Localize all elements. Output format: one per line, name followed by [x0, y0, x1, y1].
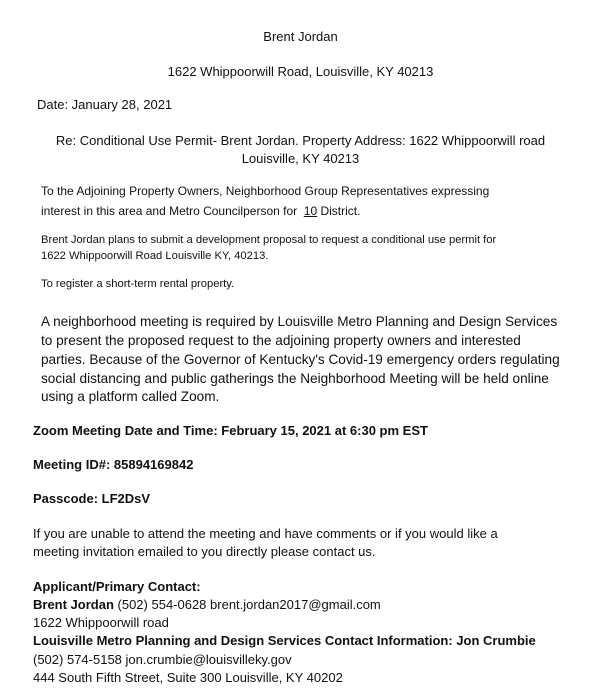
sender-address: 1622 Whippoorwill Road, Louisville, KY 40213: [167, 64, 434, 79]
applicant-phone-email: (502) 554-0628 brent.jordan2017@gmail.com: [113, 597, 381, 612]
to-line-2-prefix: interest in this area and Metro Councilperson for: [41, 204, 301, 218]
metro-contact: (502) 574-5158 jon.crumbie@louisvilleky.gov: [33, 652, 292, 667]
contact-para-line: meeting invitation emailed to you directly please contact us.: [33, 544, 376, 559]
plan-line-1: Brent Jordan plans to submit a development proposal to request a conditional use permit for: [41, 234, 497, 246]
re-line-2: Louisville, KY 40213: [241, 151, 360, 166]
zoom-datetime: Zoom Meeting Date and Time: February 15, 2021 at 6:30 pm EST: [33, 423, 428, 438]
passcode: Passcode: LF2DsV: [33, 491, 151, 506]
meeting-para-line: using a platform called Zoom.: [41, 389, 220, 404]
meeting-para-line: parties. Because of the Governor of Kentucky's Covid-19 emergency orders regulating: [41, 352, 560, 367]
purpose-line: To register a short-term rental property.: [41, 278, 235, 290]
contact-para-line: If you are unable to attend the meeting and have comments or if you would like a: [33, 526, 498, 541]
to-line-2: [41, 204, 360, 218]
to-line-2-suffix: District.: [320, 204, 361, 218]
metro-address: 444 South Fifth Street, Suite 300 Louisville, KY 40202: [33, 670, 343, 685]
meeting-para-line: A neighborhood meeting is required by Louisville Metro Planning and Design Services: [41, 314, 558, 329]
plan-line-2: 1622 Whippoorwill Road Louisville KY, 40213.: [41, 250, 269, 262]
to-line-1: To the Adjoining Property Owners, Neighborhood Group Representatives expressing: [41, 184, 490, 198]
district-number: 10: [303, 204, 318, 218]
meeting-para-line: to present the proposed request to the adjoining property owners and interested: [41, 333, 521, 348]
meeting-para-line: social distancing and public gatherings the Neighborhood Meeting will be held online: [41, 371, 549, 386]
applicant-name: Brent Jordan: [33, 597, 114, 612]
re-line-1: Re: Conditional Use Permit- Brent Jordan. Property Address: 1622 Whippoorwill road: [55, 133, 546, 148]
applicant-address: 1622 Whippoorwill road: [33, 615, 169, 630]
meeting-id: Meeting ID#: 85894169842: [33, 457, 194, 472]
letter-date: Date: January 28, 2021: [37, 97, 173, 112]
metro-heading: Louisville Metro Planning and Design Services Contact Information: Jon Crumbie: [33, 633, 536, 648]
applicant-contact-line: [33, 597, 381, 612]
sender-name: Brent Jordan: [263, 29, 338, 44]
applicant-heading: Applicant/Primary Contact:: [33, 579, 201, 594]
